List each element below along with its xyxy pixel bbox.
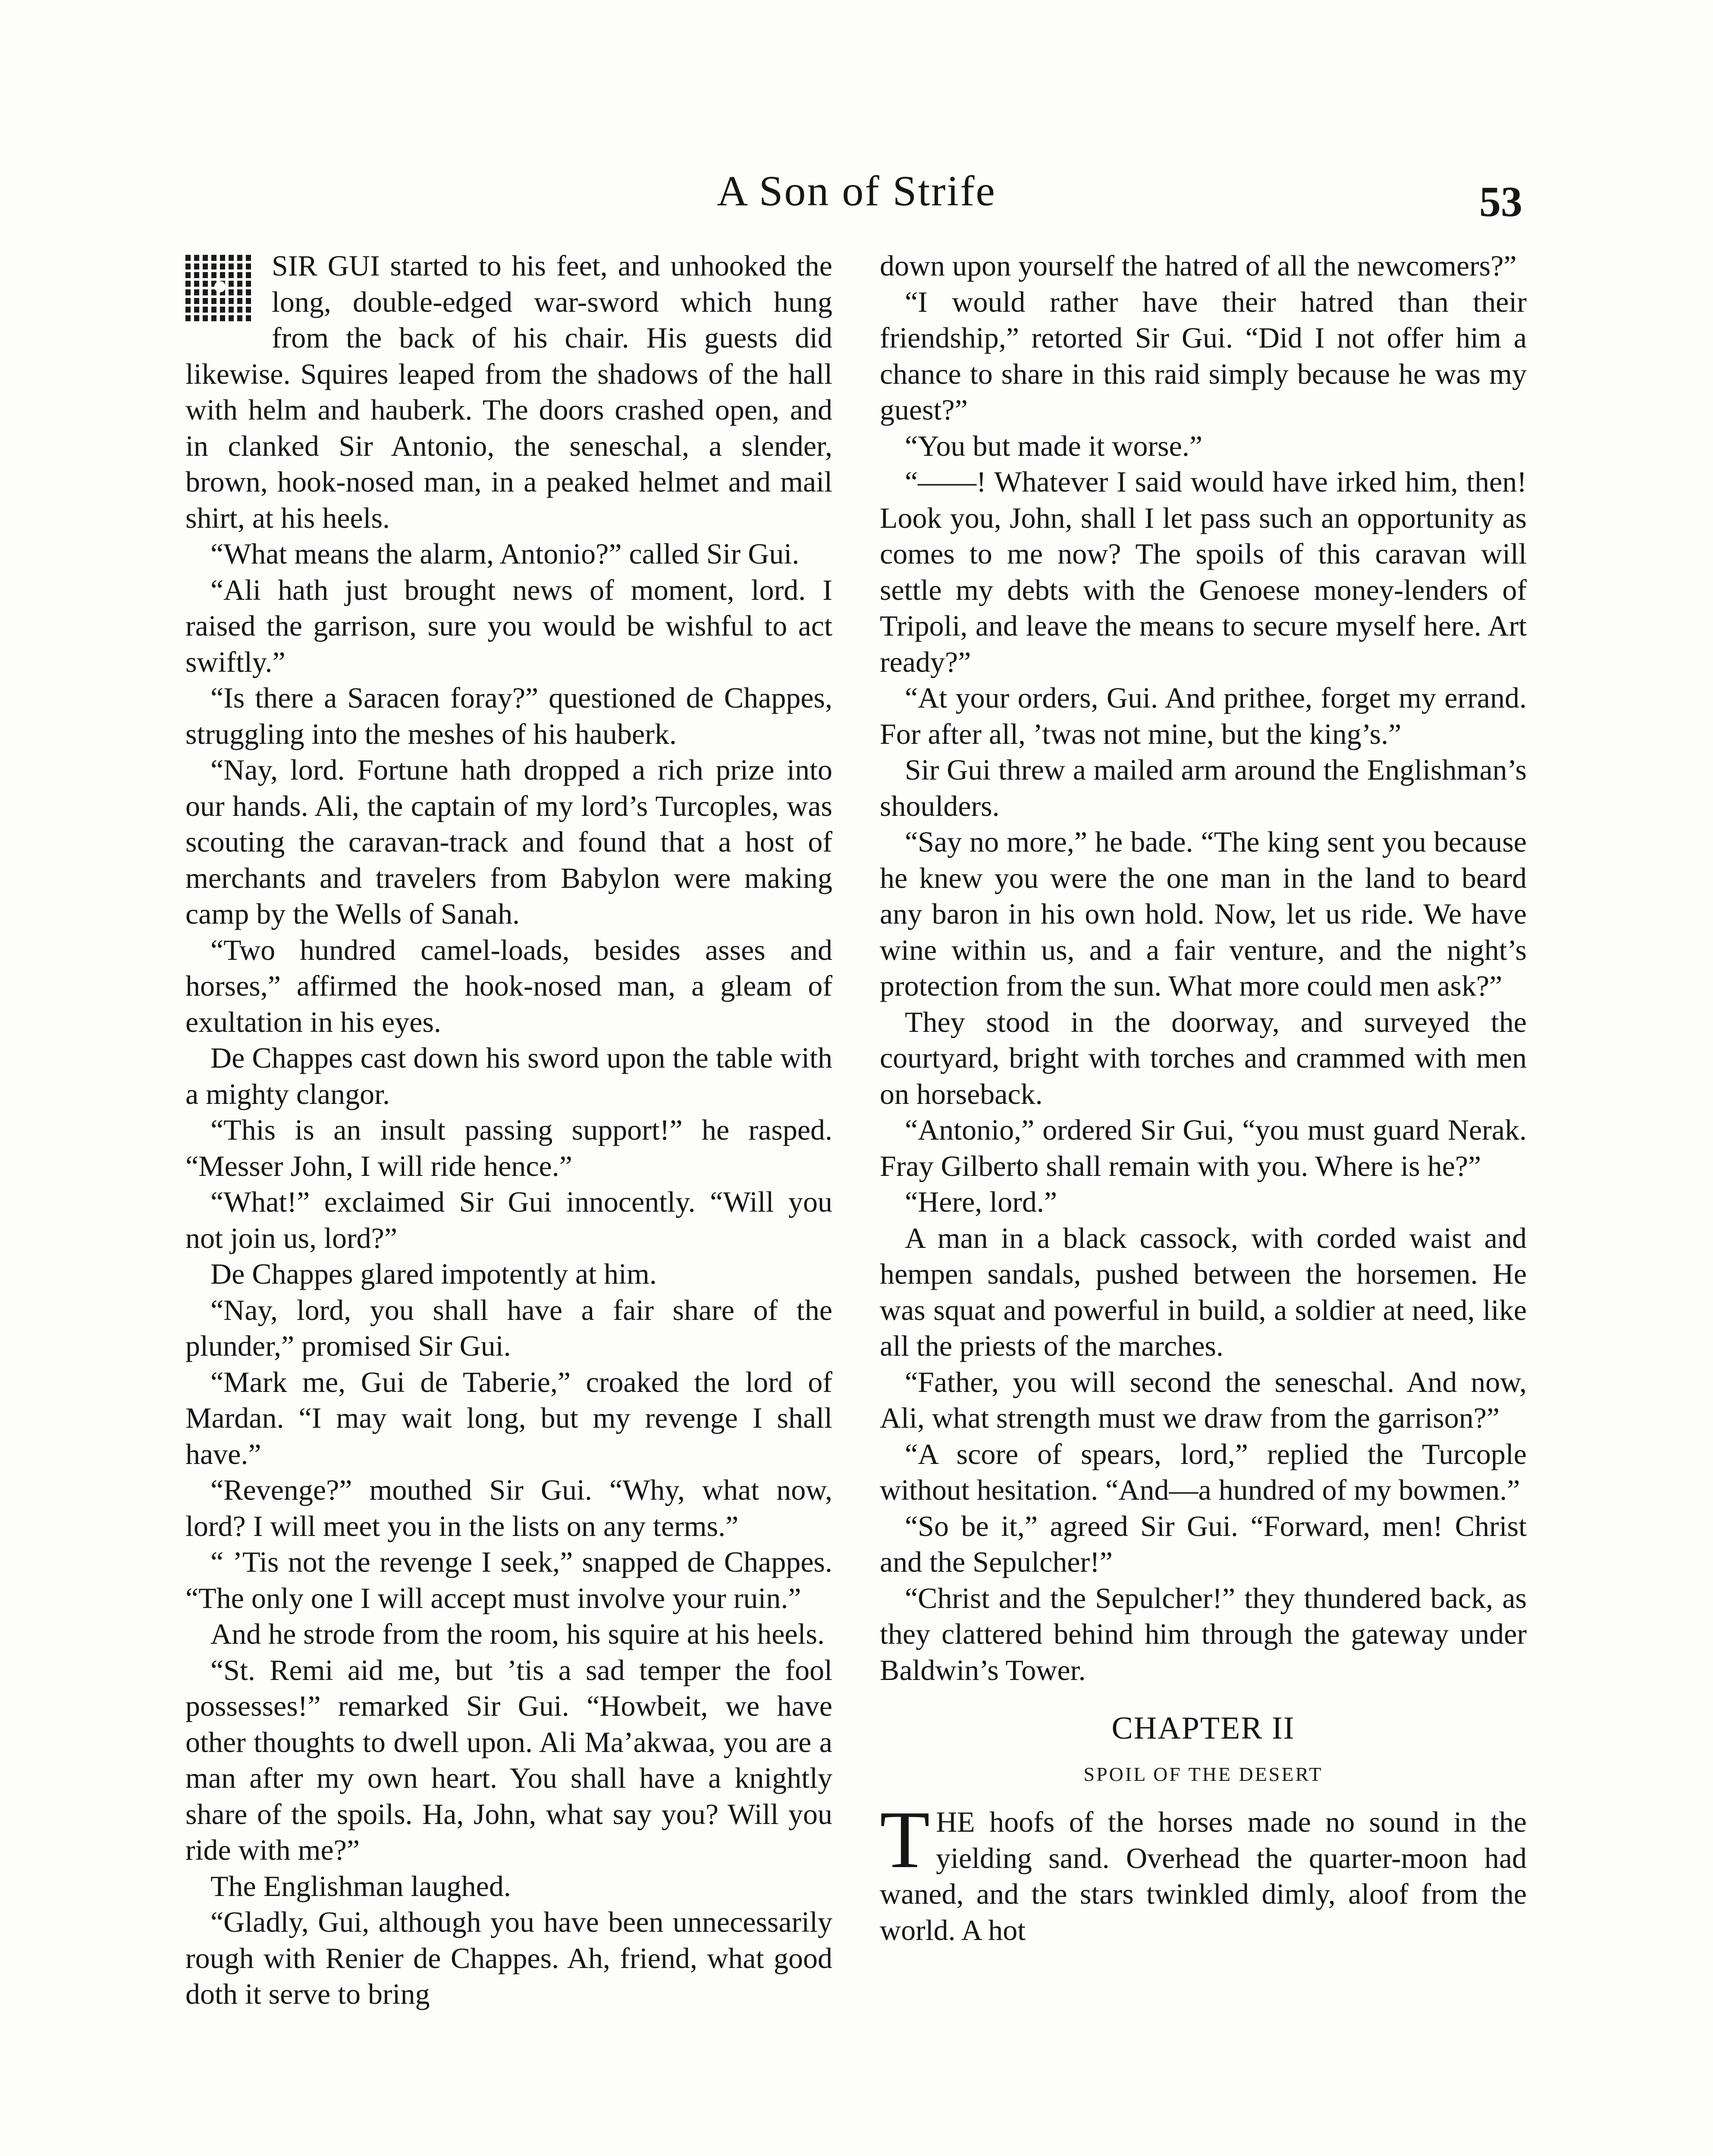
paragraph: down upon yourself the hatred of all the newcomers?”: [880, 249, 1517, 282]
page-number: 53: [1479, 178, 1522, 226]
paragraph: “Father, you will second the seneschal. And now, Ali, what strength must we draw from the garrison?”: [880, 1365, 1527, 1434]
chapter-title: CHAPTER II: [1111, 1711, 1295, 1746]
paragraph: “Nay, lord. Fortune hath dropped a rich prize into our hands. Ali, the captain of my lord’s Turcoples, was scouting the caravan-track and found that a host of merchants and travelers from Babylon were making camp by the Wells of Sanah.: [185, 753, 832, 930]
left-column: [185, 248, 832, 2012]
paragraph: “Say no more,” he bade. “The king sent you because he knew you were the one man in the land to beard any baron in his own hold. Now, let us ride. We have wine within us, and a fair venture, and the night’s protection from the sun. What more could men ask?”: [880, 825, 1527, 1002]
paragraph: “Ali hath just brought news of moment, lord. I raised the garrison, sure you would be wishful to act swiftly.”: [185, 573, 832, 678]
paragraph: “I would rather have their hatred than their friendship,” retorted Sir Gui. “Did I not offer him a chance to share in this raid simply because he was my guest?”: [880, 285, 1527, 426]
paragraph: De Chappes glared impotently at him.: [210, 1257, 657, 1290]
paragraph: “This is an insult passing support!” he rasped. “Messer John, I will ride hence.”: [185, 1113, 832, 1182]
paragraph: “St. Remi aid me, but ’tis a sad temper the fool possesses!” remarked Sir Gui. “Howbeit, we have other thoughts to dwell upon. Ali Ma’akwaa, you are a man after my own heart. You shall have a knightly share of the spoils. Ha, John, what say you? Will you ride with me?”: [185, 1653, 832, 1866]
paragraph: “Two hundred camel-loads, besides asses and horses,” affirmed the hook-nosed man, a gleam of exultation in his eyes.: [185, 933, 832, 1038]
paragraph: “ ’Tis not the revenge I seek,” snapped de Chappes. “The only one I will accept must involve your ruin.”: [185, 1545, 832, 1614]
paragraph: The Englishman laughed.: [210, 1869, 511, 1902]
paragraph: De Chappes cast down his sword upon the table with a mighty clangor.: [185, 1041, 832, 1110]
paragraph: “At your orders, Gui. And prithee, forget my errand. For after all, ’twas not mine, but the king’s.”: [880, 681, 1527, 750]
paragraph: “So be it,” agreed Sir Gui. “Forward, men! Christ and the Sepulcher!”: [880, 1509, 1527, 1578]
paragraph: “Gladly, Gui, although you have been unnecessarily rough with Renier de Chappes. Ah, friend, what good doth it serve to bring: [185, 1905, 832, 2010]
chapter-subtitle: SPOIL OF THE DESERT: [1083, 1763, 1323, 1785]
paragraph: “Antonio,” ordered Sir Gui, “you must guard Nerak. Fray Gilberto shall remain with you. Where is he?”: [880, 1113, 1527, 1182]
ornamental-initial-icon: [185, 252, 254, 321]
paragraph: A man in a black cassock, with corded waist and hempen sandals, pushed between the horsemen. He was squat and powerful in build, a soldier at need, like all the priests of the marches.: [880, 1221, 1527, 1362]
paragraph: Sir Gui threw a mailed arm around the Englishman’s shoulders.: [880, 753, 1527, 822]
paragraph: “Revenge?” mouthed Sir Gui. “Why, what now, lord? I will meet you in the lists on any terms.”: [185, 1473, 832, 1542]
paragraph: “What!” exclaimed Sir Gui innocently. “Will you not join us, lord?”: [185, 1185, 832, 1254]
right-column: [880, 248, 1527, 1948]
paragraph: “A score of spears, lord,” replied the Turcople without hesitation. “And—a hundred of my bowmen.”: [880, 1437, 1527, 1506]
paragraph: They stood in the doorway, and surveyed the courtyard, bright with torches and crammed with men on horseback.: [880, 1005, 1527, 1110]
paragraph: “Nay, lord, you shall have a fair share of the plunder,” promised Sir Gui.: [185, 1293, 832, 1362]
paragraph: SIR GUI started to his feet, and unhooked the long, double-edged war-sword which hung from the back of his chair. His guests did likewise. Squires leaped from the shadows of the hall with helm and hauberk. The doors crashed open, and in clanked Sir Antonio, the seneschal, a slender, brown, hook-nosed man, in a peaked helmet and mail shirt, at his heels.: [185, 249, 832, 534]
paragraph: And he strode from the room, his squire at his heels.: [210, 1617, 825, 1650]
paragraph: “Is there a Saracen foray?” questioned de Chappes, struggling into the meshes of his hauberk.: [185, 681, 832, 750]
paragraph: “Here, lord.”: [905, 1185, 1057, 1218]
running-title: A Son of Strife: [717, 167, 996, 215]
chapter-opening-text: HE hoofs of the horses made no sound in the yielding sand. Overhead the quarter-moon had waned, and the stars twinkled dimly, aloof from the world. A hot: [880, 1805, 1527, 1946]
paragraph: “You but made it worse.”: [905, 429, 1202, 462]
chapter-opening-paragraph: [880, 1795, 1527, 1948]
paragraph: “Mark me, Gui de Taberie,” croaked the lord of Mardan. “I may wait long, but my revenge I shall have.”: [185, 1365, 832, 1470]
paragraph: “What means the alarm, Antonio?” called Sir Gui.: [210, 537, 800, 570]
paragraph: “——! Whatever I said would have irked him, then! Look you, John, shall I let pass such an opportunity as comes to me now? The spoils of this caravan will settle my debts with the Genoese money-lenders of Tripoli, and leave the means to secure myself here. Art ready?”: [880, 465, 1527, 678]
drop-cap: T: [880, 1795, 930, 1885]
paragraph: “Christ and the Sepulcher!” they thundered back, as they clattered behind him through the gateway under Baldwin’s Tower.: [880, 1581, 1527, 1686]
